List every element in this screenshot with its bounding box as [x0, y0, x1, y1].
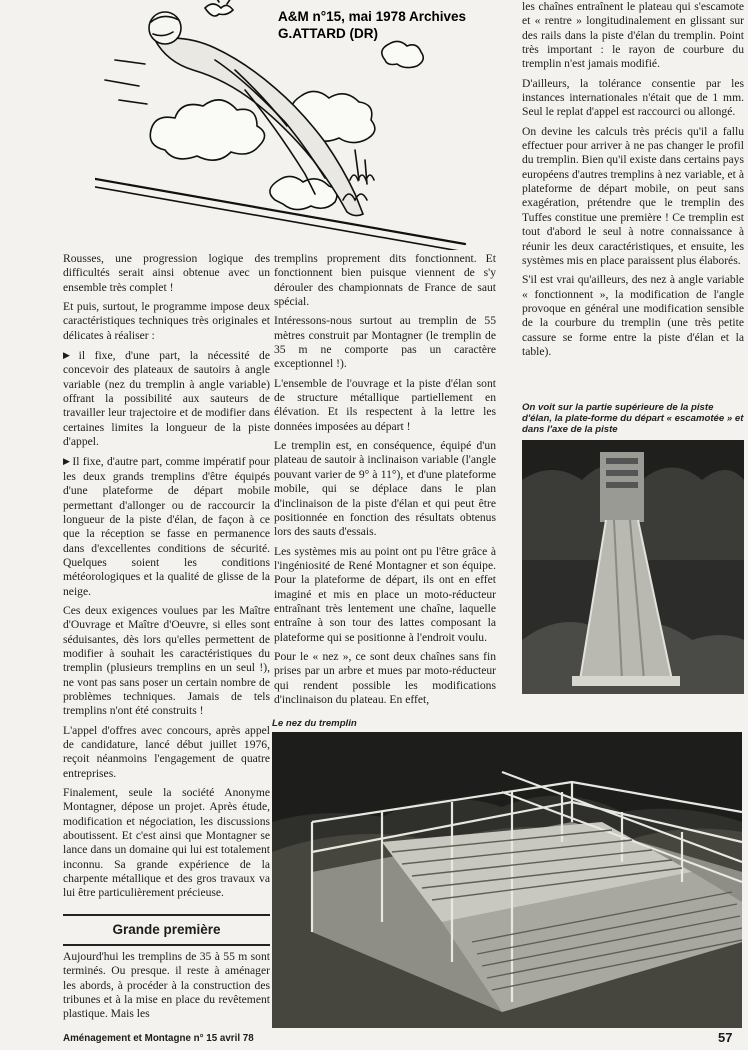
paragraph: L'ensemble de l'ouvrage et la piste d'élan sont de structure métallique partiellement en élévation. Et ils respectent à la lettre les données imposées au départ ! [274, 376, 496, 433]
paragraph: tremplins proprement dits fonctionnent. Et fonctionnent bien puisque viennent de s'y dérouler des championnats de France de saut spécial. [274, 252, 496, 309]
paragraph: Les systèmes mis au point ont pu l'être grâce à l'ingéniosité de René Montagner et son équipe. Pour la plateforme de départ, ils ont en effet imaginé et mis en place un moto-réducteur entraînant très lentement une chaîne, laquelle entraîne à son tour des lattes composant la plateforme qui se positionne à l'endroit voulu. [274, 544, 496, 644]
paragraph: S'il est vrai qu'ailleurs, des nez à angle variable « fonctionnent », la modification de l'angle provoque en général une modification sensible de la courbure du tremplin (une très petite cassure se forme entre la piste d'élan et la table). [522, 273, 744, 358]
paragraph: D'ailleurs, la tolérance consentie par les instances internationales n'était que de 1 mm. Seul le replat d'appel est raccourci ou allongé. [522, 76, 744, 119]
paragraph: Et puis, surtout, le programme impose deux caractéristiques techniques très originales et délicates à réaliser : [63, 300, 270, 342]
article-column-3 [522, 0, 744, 364]
article-column-2 [274, 252, 496, 712]
section-rule-top [63, 914, 270, 916]
archive-credit-line-1: A&M n°15, mai 1978 Archives [278, 9, 466, 24]
bullet-arrow-icon: ▶ [63, 456, 71, 467]
paragraph: Ces deux exigences voulues par les Maître d'Ouvrage et Maître d'Oeuvre, si elles sont séduisantes, dès lors qu'elles permettent de modifier à souhait les caractéristiques du tremplin (plusieurs tremplins en un seul !), ne vont pas sans poser un certain nombre de problèmes techniques. Jamais de tels tremplins n'ont été construits ! [63, 603, 270, 718]
paragraph: On devine les calculs très précis qu'il a fallu effectuer pour arriver à ne pas changer le profil du tremplin. Bien qu'il existe dans certains pays européens d'autres tremplins à nez variable, et à plateforme de départ mobile, on peut sans exagération, prétendre que le tremplin des Tuffes constitue une première ! Ce tremplin est tout d'abord le seul à notre connaissance à réunir les deux caractéristiques, et ensuite, les systèmes mis en place paraissent plus élaborés. [522, 124, 744, 267]
section-title: Grande première [112, 922, 221, 937]
paragraph: Pour le « nez », ce sont deux chaînes sans fin prises par un arbre et mues par moto-réducteur qui rendent possible les modifications d'inclinaison du plateau. En effet, [274, 649, 496, 706]
paragraph: Rousses, une progression logique des difficultés serait ainsi obtenue avec un ensemble très complet ! [63, 252, 270, 294]
archive-credit-line-2: G.ATTARD (DR) [278, 26, 378, 41]
section-rule-bottom [63, 944, 270, 946]
article-column-1 [63, 252, 270, 906]
paragraph-text: il fixe, d'une part, la nécessité de concevoir des plateaux de sautoirs à angle variable (nez du tremplin à angle variable) offrant la possibilité aux sauteurs de travailler leur trajectoire et de modifier dans certaines limites la longueur de la piste d'appel. [63, 349, 271, 449]
publication-footer: Aménagement et Montagne n° 15 avril 78 [63, 1033, 254, 1044]
paragraph: Le tremplin est, en conséquence, équipé d'un plateau de sautoir à inclinaison variable (l'angle pouvant varier de 9° à 11°), et d'une plateforme mobile, qui se déplace dans le plan d'inclinaison de la piste d'élan et qui peut être positionnée en fonction des résultats obtenus lors des sauts d'essais. [274, 439, 496, 539]
photo-caption-piste: On voit sur la partie supérieure de la piste d'élan, la plate-forme du départ « escamotée » et dans l'axe de la piste [522, 402, 744, 435]
photo-piste-elan [522, 440, 744, 694]
archive-credit [278, 8, 518, 42]
paragraph: L'appel d'offres avec concours, après appel de candidature, lancé début juillet 1976, reçoit néanmoins l'engagement de quatre entreprises. [63, 723, 270, 780]
photo-caption-nez: Le nez du tremplin [272, 718, 357, 729]
nez-tremplin-image [272, 732, 742, 1028]
paragraph: les chaînes entraînent le plateau qui s'escamote et « rentre » longitudinalement en glissant sur des rails dans la piste d'élan du tremplin. Point très important : le rayon de courbure du tremplin n'est jamais modifié. [522, 0, 744, 71]
photo-nez-tremplin [272, 732, 742, 1028]
bullet-arrow-icon: ▶ [63, 350, 77, 361]
piste-elan-image [522, 440, 744, 694]
article-column-1-section [63, 950, 270, 1027]
page-number: 57 [718, 1030, 733, 1045]
paragraph: Intéressons-nous surtout au tremplin de 55 mètres construit par Montagner (le tremplin de 35 m ne comporte pas un caractère exceptionnel !). [274, 314, 496, 371]
paragraph: Finalement, seule la société Anonyme Montagner, dépose un projet. Après étude, modification et négociation, les discussions aboutissent. Et c'est ainsi que Montagner se lance dans un domaine qui lui est totalement inconnu. Sa grande expérience de la charpente métallique et des gros travaux va lui être particulièrement précieuse. [63, 786, 270, 900]
paragraph-bullet [63, 348, 270, 449]
paragraph-bullet [63, 454, 270, 598]
paragraph: Aujourd'hui les tremplins de 35 à 55 m sont terminés. Ou presque. il reste à aménager les abords, à procéder à la construction des tribunes et à la mise en place du revêtement plastique. Mais les [63, 950, 270, 1021]
paragraph-text: Il fixe, d'autre part, comme impératif pour les deux grands tremplins d'être équipés d'une plateforme de départ mobile permettant d'allonger ou de raccourcir la longueur de la piste d'élan, de façon à ce que la réception se fasse en permanence dans d'excellentes conditions de sécurité. Quelques soient les conditions météorologiques et la qualité de glisse de la neige. [63, 455, 270, 598]
